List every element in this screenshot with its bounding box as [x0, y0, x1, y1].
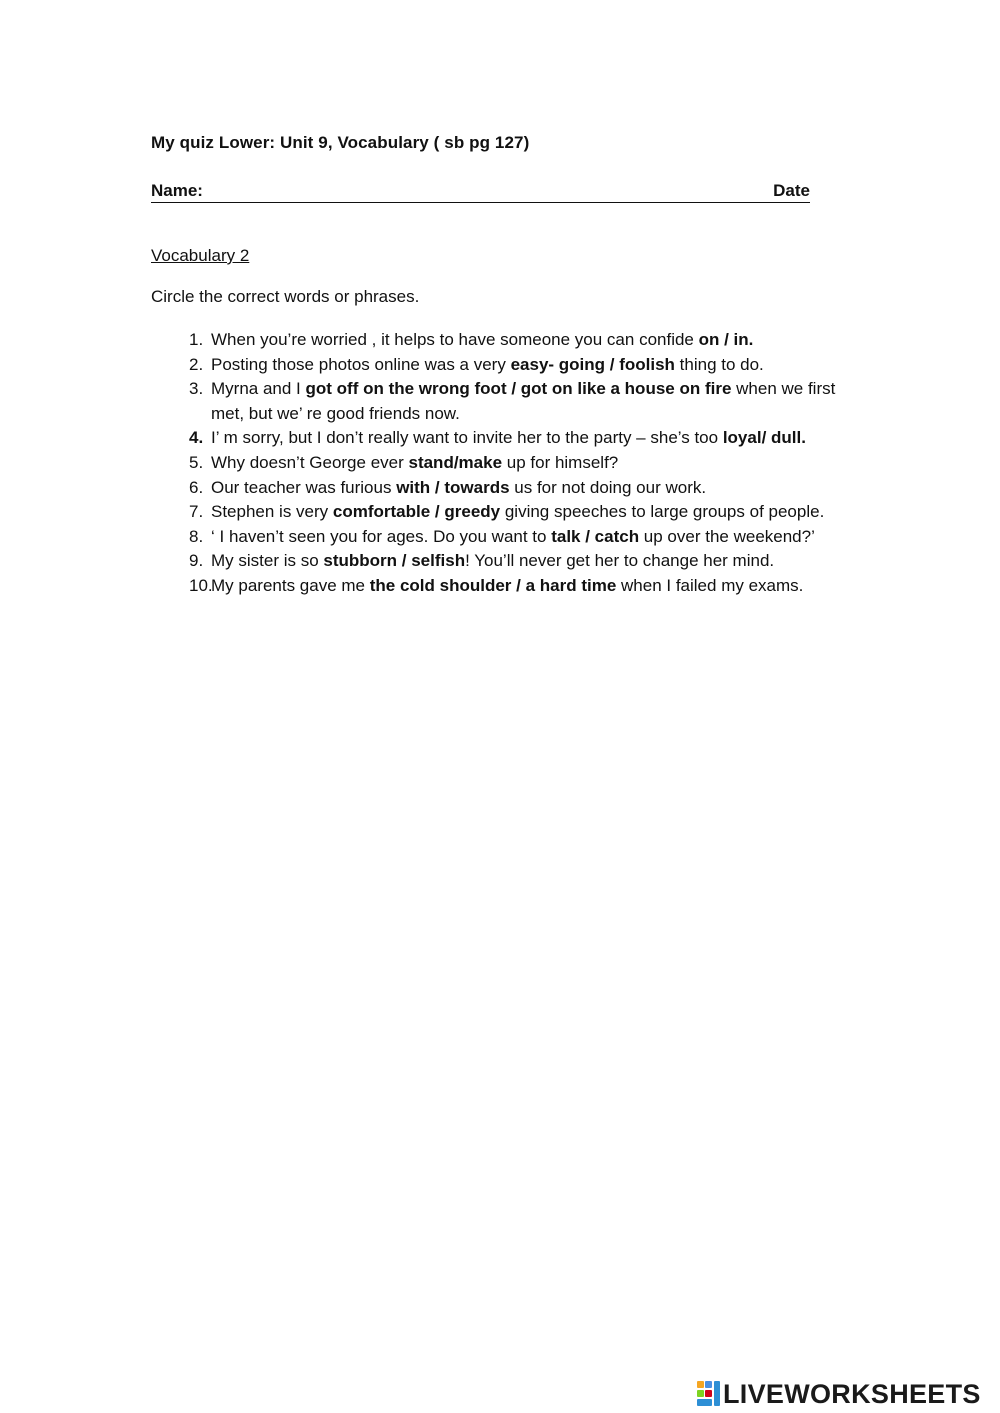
question-item: [151, 549, 871, 574]
question-item: [151, 574, 871, 599]
question-item: [151, 426, 871, 451]
question-number: 9.: [189, 551, 204, 571]
question-fragment: Why doesn’t George ever: [211, 452, 409, 472]
answer-options[interactable]: got off on the wrong foot / got on like a house on fire: [305, 379, 732, 399]
question-fragment: Our teacher was furious: [211, 477, 397, 497]
answer-options[interactable]: on / in.: [698, 330, 754, 349]
question-number: 7.: [189, 502, 204, 522]
question-fragment: ‘ I haven’t seen you for ages. Do you want to: [211, 526, 552, 546]
question-item: [151, 451, 871, 476]
question-text: [211, 377, 871, 426]
question-text: [211, 525, 871, 550]
question-number: 2.: [189, 354, 204, 374]
question-text: [211, 451, 871, 476]
question-text: [211, 574, 871, 599]
date-label: Date: [773, 181, 810, 200]
question-number: 4.: [189, 428, 204, 448]
question-number: 3.: [189, 379, 204, 399]
question-number: 6.: [189, 477, 204, 497]
answer-options[interactable]: easy- going / foolish: [510, 354, 675, 374]
question-fragment: giving speeches to large groups of people.: [500, 502, 825, 522]
question-fragment: My parents gave me: [211, 575, 370, 595]
question-fragment: thing to do.: [674, 354, 764, 374]
section-title: Vocabulary 2: [151, 246, 250, 265]
question-text: [211, 476, 871, 501]
question-number: 5.: [189, 452, 204, 472]
answer-options[interactable]: with / towards: [396, 477, 510, 497]
liveworksheets-logo-icon: [697, 1381, 721, 1407]
question-item: [151, 525, 871, 550]
question-number: 8.: [189, 526, 204, 546]
name-label: Name:: [151, 181, 203, 200]
question-item: [151, 353, 871, 378]
instruction-text: Circle the correct words or phrases.: [151, 287, 420, 306]
question-item: [151, 328, 871, 353]
page-title: My quiz Lower: Unit 9, Vocabulary ( sb pg 127): [151, 133, 530, 152]
question-number: 10.: [189, 575, 213, 595]
question-fragment: up for himself?: [502, 452, 619, 472]
answer-options[interactable]: stubborn / selfish: [323, 551, 466, 571]
question-text: [211, 500, 871, 525]
question-text: [211, 549, 871, 574]
answer-options[interactable]: talk / catch: [551, 526, 640, 546]
question-fragment: Posting those photos online was a very: [211, 354, 511, 374]
question-fragment: I’ m sorry, but I don’t really want to invite her to the party – she’s too: [211, 428, 723, 448]
question-number: 1.: [189, 330, 204, 349]
answer-options[interactable]: the cold shoulder / a hard time: [369, 575, 617, 595]
question-item: [151, 476, 871, 501]
question-fragment: up over the weekend?’: [639, 526, 815, 546]
question-list: [151, 328, 871, 599]
question-text: [211, 353, 871, 378]
logo-text: LIVEWORKSHEETS: [723, 1378, 981, 1409]
answer-options[interactable]: loyal/ dull.: [722, 428, 806, 448]
question-fragment: when I failed my exams.: [616, 575, 804, 595]
question-text: [211, 328, 871, 353]
question-fragment: ! You’ll never get her to change her mind.: [465, 551, 775, 571]
question-fragment: us for not doing our work.: [509, 477, 707, 497]
question-fragment: My sister is so: [211, 551, 324, 571]
question-fragment: Stephen is very: [211, 502, 333, 522]
name-date-line: [151, 181, 810, 203]
question-item: [151, 377, 871, 426]
question-fragment: when we first met, but we’ re good friends now.: [211, 379, 836, 423]
liveworksheets-logo[interactable]: [697, 1378, 981, 1410]
question-fragment: Myrna and I: [211, 379, 306, 399]
answer-options[interactable]: comfortable / greedy: [332, 502, 501, 522]
question-text: [211, 426, 871, 451]
question-fragment: When you’re worried , it helps to have someone you can confide: [211, 330, 699, 349]
question-item: [151, 500, 871, 525]
answer-options[interactable]: stand/make: [408, 452, 503, 472]
